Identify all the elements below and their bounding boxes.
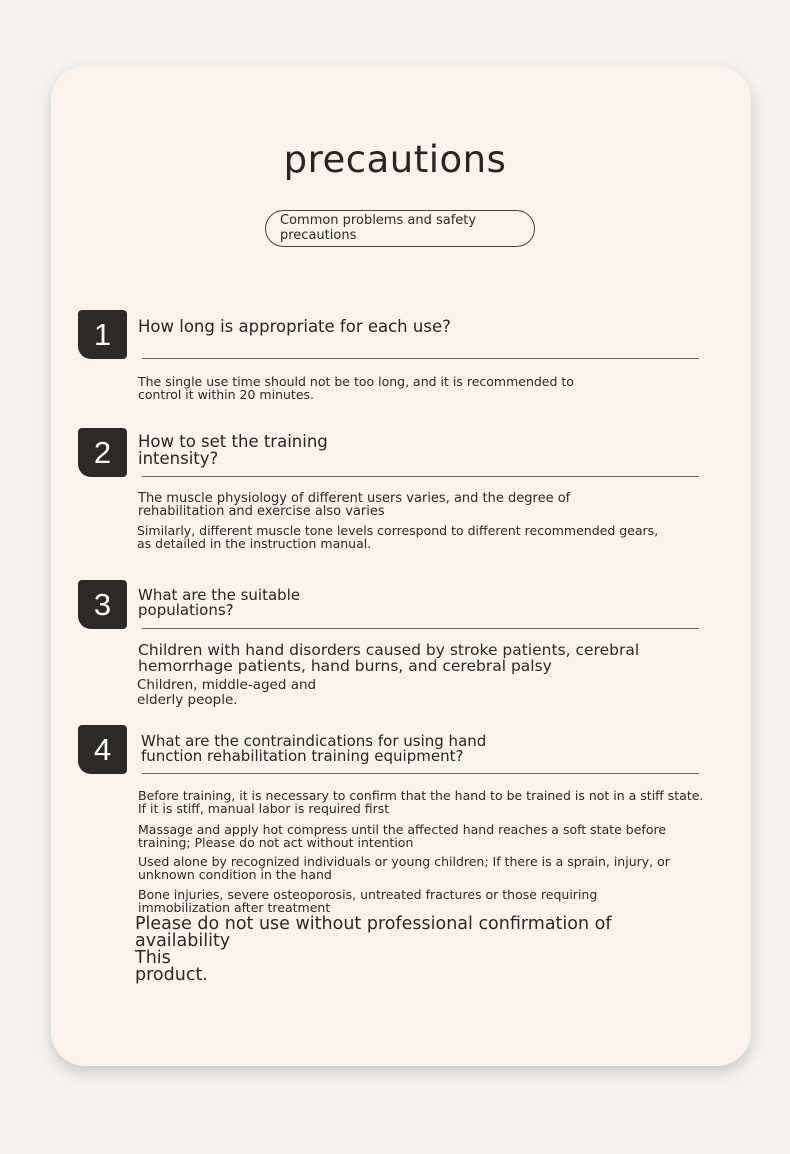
section-number-3: 3 [78,580,127,629]
divider-3 [142,628,699,629]
answer-2-1: The muscle physiology of different users varies, and the degree of rehabilitation and exercise also varies [138,491,571,519]
section-number-4: 4 [78,725,127,774]
page-title: precautions [283,138,507,181]
answer-2-2: Similarly, different muscle tone levels correspond to different recommended gears, as detailed in the instruction manual. [137,523,659,551]
question-3: What are the suitable populations? [138,586,301,619]
divider-1 [142,358,699,359]
answer-4-1: Before training, it is necessary to confirm that the hand to be trained is not in a stiff state. If it is stiff, manual labor is required first [138,788,704,816]
section-number-2: 2 [78,428,127,477]
subtitle-text: Common problems and safety precautions [280,213,477,243]
answer-4-2: Massage and apply hot compress until the affected hand reaches a soft state before training; Please do not act without intention [138,822,667,850]
answer-3-2: Children, middle-aged and elderly people. [137,677,317,708]
divider-2 [142,476,699,477]
question-1: How long is appropriate for each use? [138,317,451,336]
answer-4-3: Used alone by recognized individuals or young children; If there is a sprain, injury, or unknown condition in the hand [138,854,670,882]
question-2: How to set the training intensity? [138,432,328,468]
question-4: What are the contraindications for using hand function rehabilitation training equipment? [141,732,487,765]
answer-1-1: The single use time should not be too long, and it is recommended to control it within 20 minutes. [138,374,574,402]
answer-4-4: Bone injuries, severe osteoporosis, untreated fractures or those requiring immobilization after treatment [138,887,598,915]
divider-4 [142,773,699,774]
section-number-1: 1 [78,310,127,359]
answer-4-5: Please do not use without professional confirmation of availability [135,914,612,951]
answer-3-1: Children with hand disorders caused by stroke patients, cerebral hemorrhage patients, hand burns, and cerebral palsy [138,641,640,675]
answer-4-7: product. [135,965,208,985]
answer-4-6: This [135,948,171,968]
